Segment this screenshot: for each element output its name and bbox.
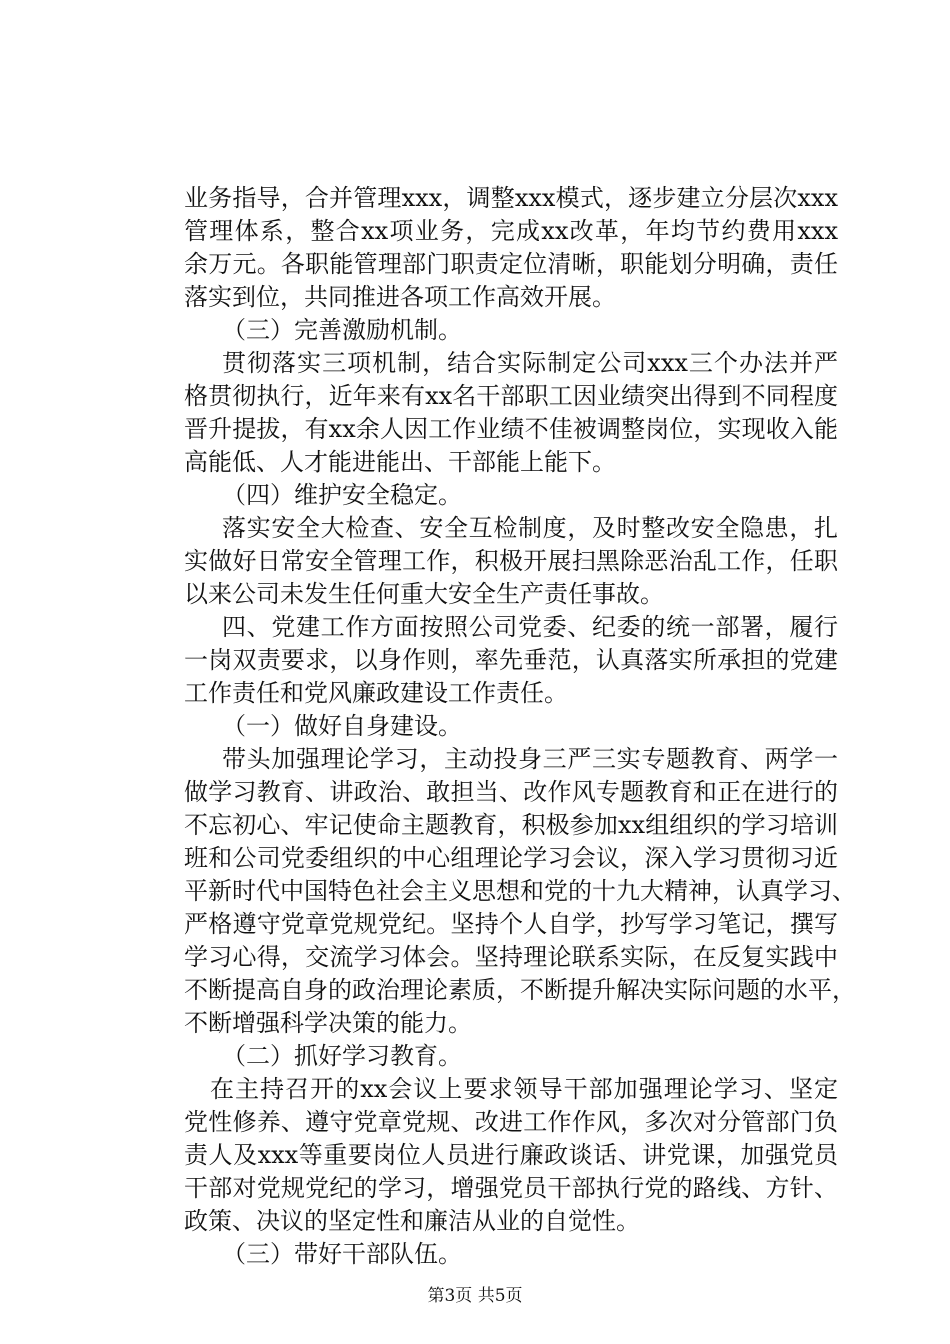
body-line: 高能低、人才能进能出、干部能上能下。 (184, 448, 616, 476)
body-line: 干部对党规党纪的学习，增强党员干部执行党的路线、方针、 (184, 1174, 838, 1202)
body-line: 不断增强科学决策的能力。 (184, 1009, 472, 1037)
body-line: 余万元。各职能管理部门职责定位清晰，职能划分明确，责任 (184, 250, 838, 278)
body-line: 学习心得，交流学习体会。坚持理论联系实际，在反复实践中 (184, 943, 838, 971)
body-line: 班和公司党委组织的中心组理论学习会议，深入学习贯彻习近 (184, 844, 838, 872)
section-heading: （三）带好干部队伍。 (222, 1240, 462, 1268)
body-line: 做学习教育、讲政治、敢担当、改作风专题教育和正在进行的 (184, 778, 838, 806)
section-heading: （四）维护安全稳定。 (222, 481, 462, 509)
body-line: 一岗双责要求，以身作则，率先垂范，认真落实所承担的党建 (184, 646, 838, 674)
body-line: 不断提高自身的政治理论素质，不断提升解决实际问题的水平， (184, 976, 856, 1004)
section-heading: （一）做好自身建设。 (222, 712, 462, 740)
paragraph-first-line: 贯彻落实三项机制，结合实际制定公司xxx三个办法并严 (222, 349, 838, 377)
paragraph-first-line: 带头加强理论学习，主动投身三严三实专题教育、两学一 (222, 745, 838, 773)
paragraph-first-line: 在主持召开的xx会议上要求领导干部加强理论学习、坚定 (210, 1075, 838, 1103)
body-line: 党性修养、遵守党章党规、改进工作作风，多次对分管部门负 (184, 1108, 838, 1136)
paragraph-first-line: 四、党建工作方面按照公司党委、纪委的统一部署，履行 (222, 613, 838, 641)
body-line: 业务指导，合并管理xxx，调整xxx模式，逐步建立分层次xxx (184, 184, 838, 212)
paragraph-first-line: 落实安全大检查、安全互检制度，及时整改安全隐患，扎 (222, 514, 838, 542)
page-number-footer: 第3页 共5页 (427, 1286, 523, 1306)
body-line: 政策、决议的坚定性和廉洁从业的自觉性。 (184, 1207, 640, 1235)
body-line: 落实到位，共同推进各项工作高效开展。 (184, 283, 616, 311)
body-line: 格贯彻执行，近年来有xx名干部职工因业绩突出得到不同程度 (184, 382, 838, 410)
body-line: 以来公司未发生任何重大安全生产责任事故。 (184, 580, 664, 608)
body-line: 晋升提拔，有xx余人因工作业绩不佳被调整岗位，实现收入能 (184, 415, 838, 443)
body-line: 工作责任和党风廉政建设工作责任。 (184, 679, 568, 707)
body-line: 实做好日常安全管理工作，积极开展扫黑除恶治乱工作，任职 (184, 547, 838, 575)
body-line: 管理体系，整合xx项业务，完成xx改革，年均节约费用xxx (184, 217, 838, 245)
body-line: 平新时代中国特色社会主义思想和党的十九大精神，认真学习、 (184, 877, 856, 905)
body-line: 责人及xxx等重要岗位人员进行廉政谈话、讲党课，加强党员 (184, 1141, 838, 1169)
body-line: 不忘初心、牢记使命主题教育，积极参加xx组组织的学习培训 (184, 811, 838, 839)
body-line: 严格遵守党章党规党纪。坚持个人自学，抄写学习笔记，撰写 (184, 910, 838, 938)
section-heading: （二）抓好学习教育。 (222, 1042, 462, 1070)
section-heading: （三）完善激励机制。 (222, 316, 462, 344)
